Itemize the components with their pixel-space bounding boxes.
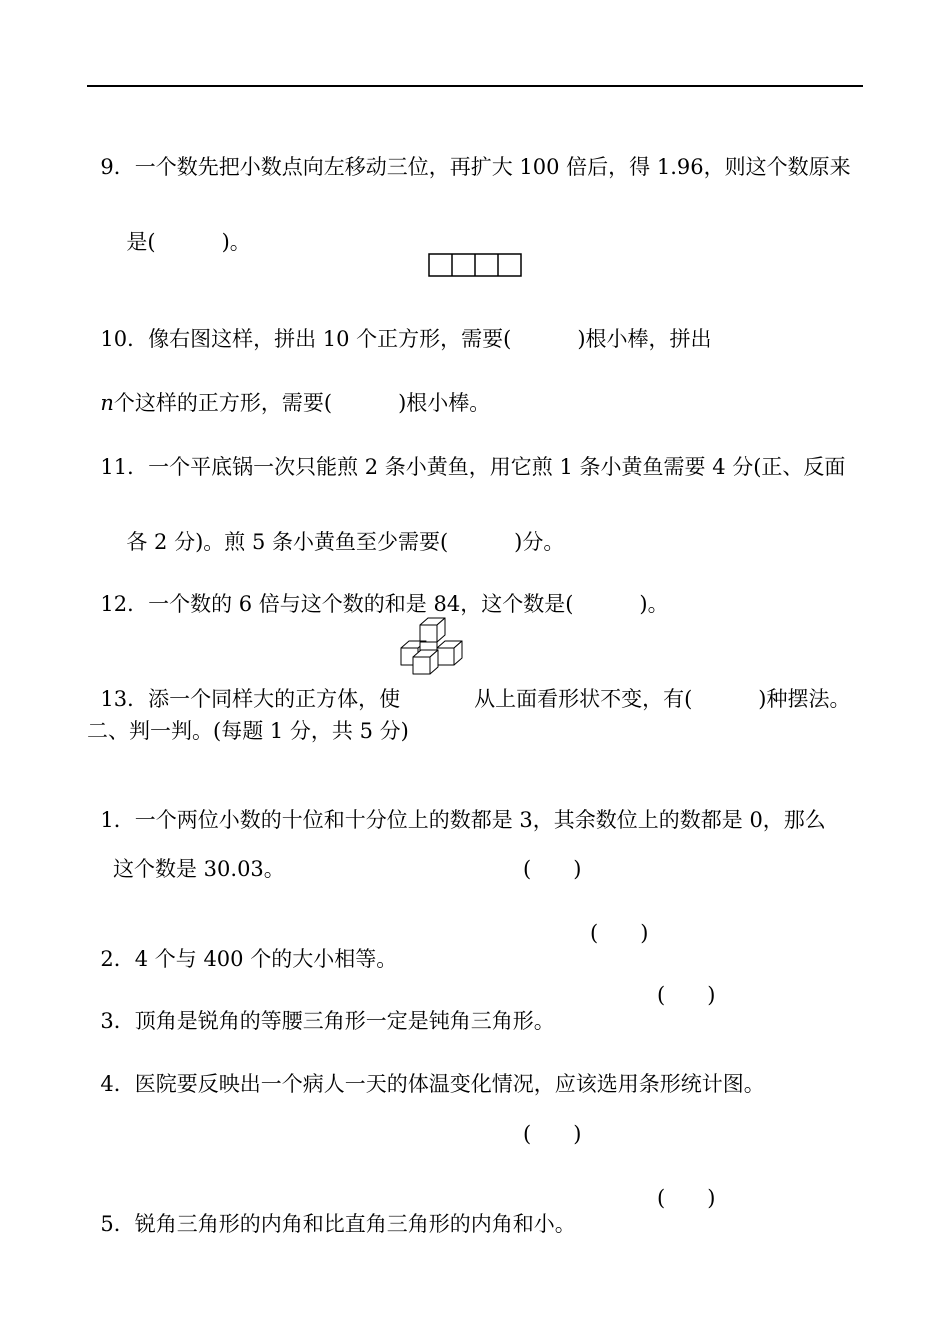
cube-front: [413, 650, 438, 674]
q11-line2: 各 2 分)。煎 5 条小黄鱼至少需要( )分。: [126, 530, 565, 554]
judge-item-3-answer[interactable]: ( ): [657, 983, 716, 1007]
matchstick-squares-figure: [428, 253, 522, 277]
judge-item-1-answer[interactable]: ( ): [523, 857, 582, 881]
q9-line1: 9．一个数先把小数点向左移动三位，再扩大 100 倍后，得 1.96，则这个数原来: [100, 155, 851, 179]
judge-item-5: 5．锐角三角形的内角和比直角三角形的内角和小。: [100, 1212, 576, 1236]
cube-stack-figure: [398, 617, 470, 679]
judge-item-4-answer[interactable]: ( ): [523, 1122, 582, 1146]
judge-item-5-answer[interactable]: ( ): [657, 1186, 716, 1210]
judge-item-2-answer[interactable]: ( ): [590, 921, 649, 945]
judge-item-1-line2: 这个数是 30.03。: [113, 857, 285, 881]
q10-line1: 10．像右图这样，拼出 10 个正方形，需要( )根小棒，拼出: [100, 327, 712, 351]
judge-item-3: 3．顶角是锐角的等腰三角形一定是钝角三角形。: [100, 1009, 555, 1033]
q11-line1: 11．一个平底锅一次只能煎 2 条小黄鱼，用它煎 1 条小黄鱼需要 4 分(正、反面: [100, 455, 846, 479]
top-rule: [87, 85, 863, 87]
q13-line: 13．添一个同样大的正方体，使 从上面看形状不变，有( )种摆法。: [100, 687, 851, 711]
q12-line: 12．一个数的 6 倍与这个数的和是 84，这个数是( )。: [100, 592, 669, 616]
q10-line2: n个这样的正方形，需要( )根小棒。: [100, 391, 491, 415]
judge-item-2: 2．4 个与 400 个的大小相等。: [100, 947, 398, 971]
judge-item-1-line1: 1．一个两位小数的十位和十分位上的数都是 3，其余数位上的数都是 0，那么: [100, 808, 826, 832]
q9-line2: 是( )。: [126, 230, 251, 254]
cube-back-right: [437, 641, 462, 665]
cube-top: [420, 618, 445, 642]
judge-item-4: 4．医院要反映出一个病人一天的体温变化情况，应该选用条形统计图。: [100, 1072, 765, 1096]
section-heading: 二、判一判。(每题 1 分，共 5 分): [87, 719, 409, 743]
